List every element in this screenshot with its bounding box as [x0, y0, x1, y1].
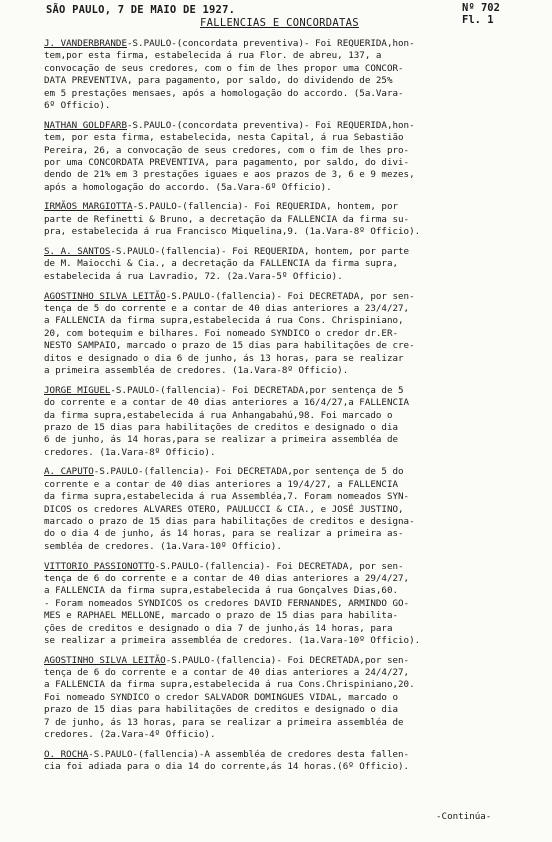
notice-text: tença de 6 do corrente e a contar de 40 dias anteriores a 24/4/27,: [44, 667, 410, 679]
notice-text: -S.PAULO-(concordata preventiva)- Foi REQUERIDA,hon-: [126, 119, 415, 131]
notice-text: -S.PAULO-(fallencia)-A assembléa de credores desta fallen-: [88, 748, 410, 760]
firm-name: O. ROCHA: [44, 748, 89, 760]
notice-text: 7 de junho, ás 13 horas, para se realizar a primeira assembléa de: [44, 716, 404, 728]
notice-line: [44, 201, 522, 213]
notice-text: da firma supra,estabelecida á rua Assembléa,7. Foram nomeados SYN-: [44, 491, 410, 503]
page-title: FALLENCIAS E CONCORDATAS: [200, 17, 359, 29]
notice-entry: [44, 561, 522, 648]
notice-text: prazo de 15 dias para habilitações de creditos e designado o dia: [44, 421, 399, 433]
notice-text: por uma CONCORDATA PREVENTIVA, para pagamento, por saldo, do divi-: [44, 156, 410, 168]
notice-text: credores. (2a.Vara-4º Officio).: [44, 729, 216, 741]
notice-text: a FALLENCIA da firma supra,estabelecida á rua Gonçalves Dias,60.: [44, 585, 399, 597]
notice-entry: [44, 246, 522, 283]
notice-text: NESTO SAMPAIO, marcado o prazo de 15 dias para habilitações de cre-: [44, 340, 415, 352]
notice-line: [44, 717, 522, 729]
notice-line: [44, 63, 522, 75]
notice-line: [44, 466, 522, 478]
notice-line: [44, 100, 522, 112]
notice-text: -S.PAULO-(fallencia)- Foi DECRETADA,por sentença de 5 do: [93, 466, 404, 478]
notice-line: [44, 422, 522, 434]
notice-line: [44, 516, 522, 528]
notice-line: [44, 623, 522, 635]
notice-entry: [44, 38, 522, 112]
notice-line: [44, 365, 522, 377]
document-number: Nº 702: [462, 2, 500, 14]
notice-text: em 5 prestações mensaes, após a homologação do accordo. (5a.Vara-: [44, 87, 404, 99]
notice-text: se realizar a primeira assembléa de credores. (1a.Vara-10º Officio).: [44, 634, 421, 646]
notice-text: dendo de 21% em 3 prestações iguaes e aos prazos de 3, 6 e 9 mezes,: [44, 169, 415, 181]
notice-line: [44, 635, 522, 647]
notice-text: parte de Refinetti & Bruno, a decretação da FALLENCIA da firma su-: [44, 213, 410, 225]
notice-line: [44, 303, 522, 315]
notice-line: [44, 246, 522, 258]
notice-line: [44, 573, 522, 585]
notice-text: 20, com botequim e bilhares. Foi nomeado SYNDICO o credor dr.ER-: [44, 327, 399, 339]
notice-text: convocação de seus credores, com o fim de lhes propor uma CONCOR-: [44, 62, 404, 74]
notice-line: [44, 655, 522, 667]
notice-line: [44, 291, 522, 303]
notice-text: -S.PAULO-(fallencia)- Foi REQUERIDA, hontem, por: [132, 201, 399, 213]
notice-line: [44, 729, 522, 741]
notice-text: sembléa de credores. (1a.Vara-10º Officio).: [44, 540, 282, 552]
notice-line: [44, 182, 522, 194]
notice-text: -S.PAULO-(fallencia)- Foi DECRETADA,por sen-: [165, 654, 410, 666]
notice-text: -S.PAULO-(fallencia)- Foi DECRETADA,por sentença de 5: [110, 384, 404, 396]
notice-line: [44, 226, 522, 238]
notice-text: MES e RAPHAEL MELLONE, marcado o prazo de 15 dias para habilita-: [44, 610, 399, 622]
notice-line: [44, 479, 522, 491]
notice-text: de M. Maiocchi & Cia., a decretação da FALLENCIA da firma supra,: [44, 258, 399, 270]
notice-line: [44, 585, 522, 597]
notice-text: cia foi adiada para o dia 14 do corrente,ás 14 horas.(6º Officio).: [44, 761, 410, 773]
notice-text: -S.PAULO-(fallencia)- Foi REQUERIDA, hontem, por parte: [110, 246, 410, 258]
notice-text: tença de 6 do corrente e a contar de 40 dias anteriores a 29/4/27,: [44, 572, 410, 584]
notice-line: [44, 504, 522, 516]
firm-name: NATHAN GOLDFARB: [44, 119, 127, 131]
notice-text: tem, por esta firma, estabelecida, nesta Capital, á rua Sebastião: [44, 132, 404, 144]
notice-line: [44, 328, 522, 340]
notice-line: [44, 704, 522, 716]
notice-text: Pereira, 26, a convocação de seus credores, com o fim de lhes pro-: [44, 144, 410, 156]
notice-line: [44, 749, 522, 761]
notice-line: [44, 541, 522, 553]
notice-text: pra, estabelecida á rua Francisco Miquelina,9. (1a.Vara-8º Officio).: [44, 226, 421, 238]
notice-text: a FALLENCIA da firma supra,estabelecida á rua Cons. Chrispiniano,: [44, 315, 404, 327]
firm-name: IRMÃOS MARGIOTTA: [44, 201, 133, 213]
notice-entry: [44, 291, 522, 378]
notice-line: [44, 491, 522, 503]
firm-name: AGOSTINHO SILVA LEITÃO: [44, 654, 166, 666]
notice-text: do o dia 4 de junho, ás 14 horas, para se realizar a primeira as-: [44, 528, 404, 540]
notice-line: [44, 598, 522, 610]
notice-text: 6º Officio).: [44, 99, 111, 111]
notice-entry: [44, 655, 522, 742]
notice-line: [44, 271, 522, 283]
notice-line: [44, 679, 522, 691]
firm-name: JORGE MIGUEL: [44, 384, 111, 396]
notice-line: [44, 258, 522, 270]
notice-text: a primeira assembléa de credores. (1a.Vara-8º Officio).: [44, 364, 349, 376]
notice-line: [44, 761, 522, 773]
notice-line: [44, 157, 522, 169]
notice-line: [44, 447, 522, 459]
notice-text: marcado o prazo de 15 dias para habilitações de creditos e designa-: [44, 516, 415, 528]
notice-text: estabelecida á rua Lavradio, 72. (2a.Vara-5º Officio).: [44, 270, 343, 282]
notice-line: [44, 145, 522, 157]
notice-entry: [44, 120, 522, 194]
notice-line: [44, 561, 522, 573]
notice-entry: [44, 749, 522, 774]
notice-line: [44, 38, 522, 50]
continued-note: -Continúa-: [436, 811, 492, 822]
notice-line: [44, 132, 522, 144]
notice-text: -S.PAULO-(concordata preventiva)- Foi REQUERIDA,hon-: [126, 38, 415, 49]
notice-line: [44, 667, 522, 679]
firm-name: S. A. SANTOS: [44, 246, 111, 258]
notice-text: do corrente e a contar de 40 dias anteriores a 16/4/27,a FALLENCIA: [44, 397, 410, 409]
notice-line: [44, 214, 522, 226]
notice-line: [44, 434, 522, 446]
notice-text: ções de creditos e designado o dia 7 de junho,ás 14 horas, para: [44, 622, 393, 634]
notice-line: [44, 528, 522, 540]
notice-line: [44, 610, 522, 622]
entries-list: [44, 38, 522, 781]
place-date: SÃO PAULO, 7 DE MAIO DE 1927.: [46, 4, 236, 16]
notice-text: prazo de 15 dias para habilitações de creditos e designado o dia: [44, 704, 399, 716]
firm-name: J. VANDERBRANDE: [44, 38, 127, 49]
notice-line: [44, 692, 522, 704]
firm-name: VITTORIO PASSIONOTTO: [44, 560, 155, 572]
notice-line: [44, 410, 522, 422]
notice-text: tença de 5 do corrente e a contar de 40 dias anteriores a 23/4/27,: [44, 302, 410, 314]
notice-line: [44, 397, 522, 409]
notice-line: [44, 353, 522, 365]
sheet-number: Fl. 1: [462, 14, 494, 26]
notice-text: -S.PAULO-(fallencia)- Foi DECRETADA, por sen-: [154, 560, 404, 572]
notice-text: da firma supra,estabelecida á rua Anhangabahú,98. Foi marcado o: [44, 409, 393, 421]
notice-line: [44, 340, 522, 352]
notice-entry: [44, 385, 522, 459]
notice-text: tem,por esta firma, estabelecida á rua Flor. de abreu, 137, a: [44, 50, 382, 62]
notice-line: [44, 75, 522, 87]
notice-text: a FALLENCIA da firma supra,estabelecida á rua Cons.Chrispiniano,20.: [44, 679, 415, 691]
notice-text: ditos e designado o dia 6 de junho, ás 13 horas, para se realizar: [44, 352, 404, 364]
notice-text: corrente e a contar de 40 dias anteriores a 19/4/27, a FALLENCIA: [44, 478, 399, 490]
notice-entry: [44, 201, 522, 238]
firm-name: AGOSTINHO SILVA LEITÃO: [44, 290, 166, 302]
notice-line: [44, 315, 522, 327]
notice-text: credores. (1a.Vara-8º Officio).: [44, 446, 216, 458]
notice-line: [44, 50, 522, 62]
notice-text: - Foram nomeados SYNDICOS os credores DAVID FERNANDES, ARMINDO GO-: [44, 597, 410, 609]
notice-line: [44, 169, 522, 181]
notice-text: 6 de junho, ás 14 horas,para se realizar a primeira assembléa de: [44, 434, 399, 446]
notice-line: [44, 88, 522, 100]
notice-text: DATA PREVENTIVA, para pagamento, por saldo, do dividendo de 25%: [44, 75, 393, 87]
notice-entry: [44, 466, 522, 553]
notice-text: após a homologação do accordo. (5a.Vara-6º Officio).: [44, 181, 332, 193]
notice-text: DICOS os credores ALVARES OTERO, PAULUCCI & CIA., e JOSÉ JUSTINO,: [44, 503, 404, 515]
notice-line: [44, 385, 522, 397]
notice-text: -S.PAULO-(fallencia)- Foi DECRETADA, por sen-: [165, 290, 415, 302]
notice-line: [44, 120, 522, 132]
firm-name: A. CAPUTO: [44, 466, 94, 478]
notice-text: Foi nomeado SYNDICO o credor SALVADOR DOMINGUES VIDAL, marcado o: [44, 691, 399, 703]
